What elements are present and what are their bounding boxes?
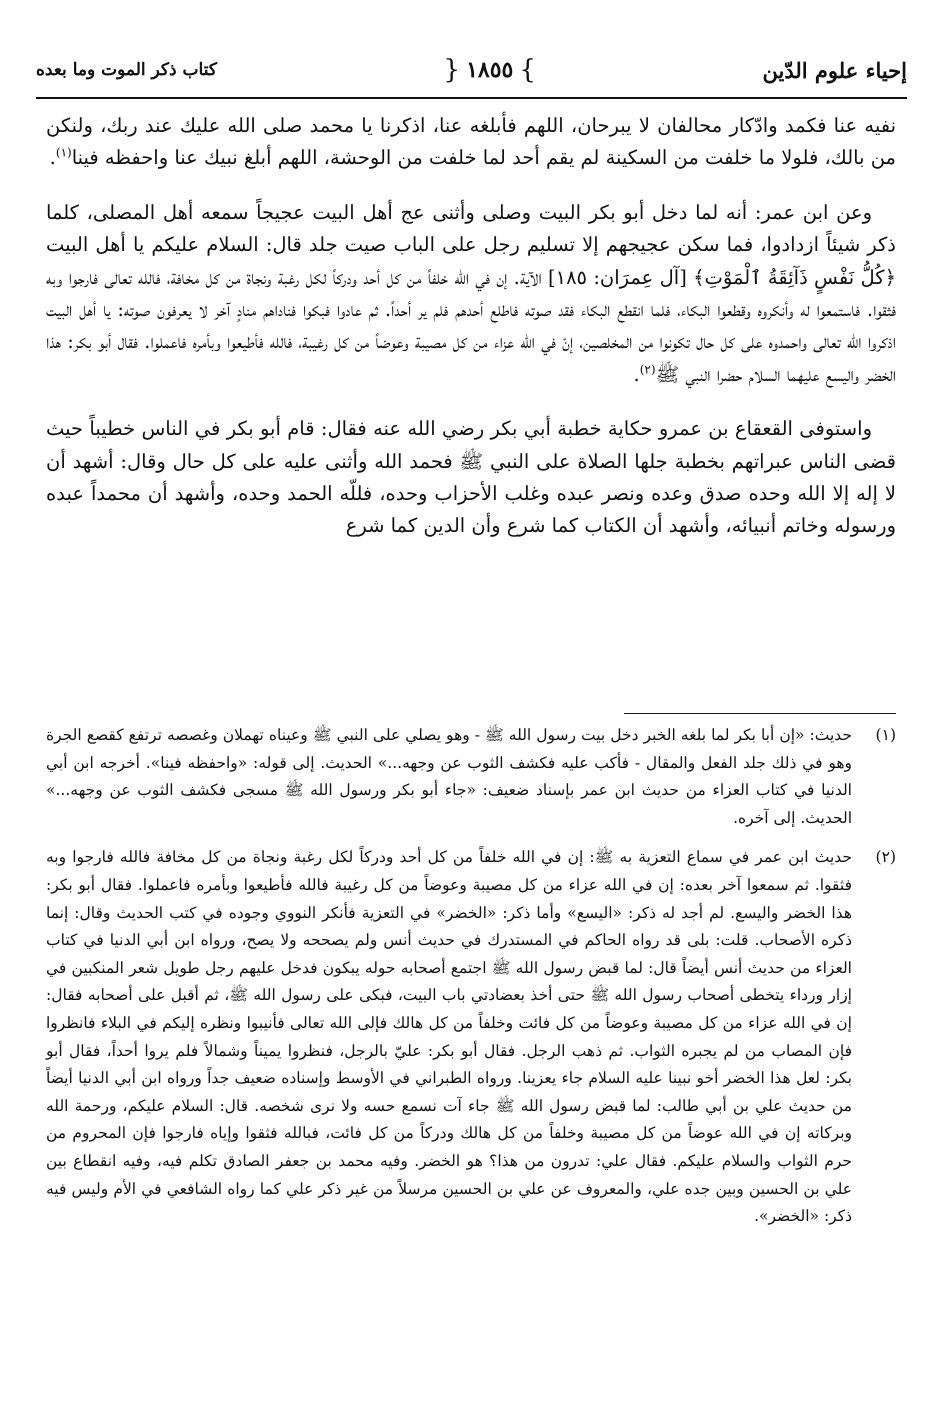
- footnote-number: (٢): [875, 848, 896, 867]
- body-paragraph: [46, 413, 896, 543]
- footnote-reference: (١): [55, 145, 72, 160]
- paragraph-text: واستوفى القعقاع بن عمرو حكاية خطبة أبي بكر رضي الله عنه فقال: قام أبو بكر في الناس خطيباً حيث قضى الناس عبراتهم بخطبة جلها الصلاة على النبي ﷺ فحمد الله وأثنى عليه على كل حال وقال: أشهد أن لا إله إلا الله وحده صدق وعده ونصر عبده وغلب الأحزاب وحده، فللّه الحمد وحده، وأشهد أن محمداً عبده ورسوله وخاتم أنبيائه، وأشهد أن الكتاب كما شرع وأن الدين كما شرع: [46, 417, 896, 538]
- footnote-reference: (٢): [639, 362, 656, 377]
- paragraph-text: وعن ابن عمر: أنه لما دخل أبو بكر البيت وصلى وأثنى عج أهل البيت عجيجاً سمعه أهل المصلى، كلما ذكر شيئاً ازدادوا، فما سكن عجيجهم إلا تسليم رجل على الباب صيت جلد قال: السلام عليكم يا أهل البيت ﴿كُلُّ نَفْسٍ ذَآئِقَةُ ٱلْمَوْتِ﴾ [آل عِمرَان: ١٨٥] الآية. إن في الله خلفاً من كل أحد ودركاً لكل رغبة ونجاة من كل مخافة، فالله تعالى فارجوا وبه فثقوا. فاستمعوا له وأنكروه وقطعوا البكاء، فلما انقطع البكاء فقد صوته فاطلع أحدهم فلم ير أحداً. ثم عادوا فبكوا فناداهم منادٍ آخر لا يعرفون صوته: يا أهل البيت اذكروا الله تعالى واحمدوه على كل حال تكونوا من المخلصين، إنّ في الله عزاء من كل مصيبة وعوضاً من كل رغيبة، فالله فأطيعوا وبأمره فاعملوا. فقال أبو بكر: هذا الخضر واليسع عليهما السلام حضرا النبي ﷺ: [46, 200, 896, 386]
- body-paragraph: نفيه عنا فكمد وادّكار محالفان لا يبرحان، اللهم فأبلغه عنا، اذكرنا يا محمد صلى الله عليك عند ربك، ولنكن من بالك، فلولا ما خلفت من السكينة لم يقم أحد لما خلفت من الوحشة، اللهم أبلغ نبيك عنا واحفظه فينا$^{(١)}$.: [46, 114, 896, 170]
- book-title: إحياء علوم الدّين: [762, 57, 907, 83]
- section-title: كتاب ذكر الموت وما بعده: [36, 60, 217, 80]
- footnotes: [46, 722, 896, 1243]
- footnote-text: حديث: «إن أبا بكر لما بلغه الخبر دخل بيت رسول الله ﷺ - وهو يصلي على النبي ﷺ وعيناه تهملان وغصصه ترتفع كقصع الجرة وهو في ذلك جلد الفعل والمقال - فأكب عليه فكشف الثوب عن وجهه...» الحديث. إلى قوله: «واحفظه فينا». أخرجه ابن أبي الدنيا في كتاب العزاء من حديث ابن عمر بإسناد ضعيف: «جاء أبو بكر ورسول الله ﷺ مسجى فكشف الثوب عن وجهه...» الحديث. إلى آخره.: [46, 726, 852, 827]
- paragraph-text: نفيه عنا فكمد وادّكار محالفان لا يبرحان، اللهم فأبلغه عنا، اذكرنا يا محمد صلى الله عليك عند ربك، ولنكن من بالك، فلولا ما خلفت من السكينة لم يقم أحد لما خلفت من الوحشة، اللهم أبلغ نبيك عنا واحفظه فينا: [46, 114, 896, 170]
- footnote-number: (١): [875, 726, 896, 744]
- page-number: ١٨٥٥: [466, 57, 514, 83]
- main-text: [46, 110, 896, 565]
- body-paragraph: وعن ابن عمر: أنه لما دخل أبو بكر البيت وصلى وأثنى عج أهل البيت عجيجاً سمعه أهل المصلى، كلما ذكر شيئاً ازدادوا، فما سكن عجيجهم إلا تسليم رجل على الباب صيت جلد قال: السلام عليكم يا أهل البيت ﴿كُلُّ نَفْسٍ ذَآئِقَةُ ٱلْمَوْتِ﴾ [آل عِمرَان: ١٨٥] الآية. إن في الله خلفاً من كل أحد ودركاً لكل رغبة ونجاة من كل مخافة، فالله تعالى فارجوا وبه فثقوا. فاستمعوا له وأنكروه وقطعوا البكاء، فلما انقطع البكاء فقد صوته فاطلع أحدهم فلم ير أحداً. ثم عادوا فبكوا فناداهم منادٍ آخر لا يعرفون صوته: يا أهل البيت اذكروا الله تعالى واحمدوه على كل حال تكونوا من المخلصين، إنّ في الله عزاء من كل مصيبة وعوضاً من كل رغيبة، فالله فأطيعوا وبأمره فاعملوا. فقال أبو بكر: هذا الخضر واليسع عليهما السلام حضرا النبي ﷺ$^{(٢)}$.: [46, 200, 896, 386]
- header-divider: [36, 97, 907, 99]
- footnote: [46, 844, 896, 1230]
- page-number-block: [444, 55, 536, 85]
- footnote-divider: [624, 713, 896, 714]
- running-header: [36, 46, 907, 94]
- footnote-text: حديث ابن عمر في سماع التعزية به ﷺ: إن في الله خلفاً من كل أحد ودركاً لكل رغبة ونجاة من كل مخافة فالله فارجوا وبه فثقوا. ثم سمعوا آخر بعده: إن في الله عزاء من كل مصيبة وعوضاً من كل رغيبة فالله فأطيعوا وبأمره فاعملوا. فقال أبو بكر: هذا الخضر واليسع. لم أجد له ذكر: «اليسع» وأما ذكر: «الخضر» في التعزية فأنكر النووي وجوده في كتب الحديث وقال: إنما ذكره الأصحاب. قلت: بلى قد رواه الحاكم في المستدرك في حديث أنس ولم يصححه ولا يصح، ورواه ابن أبي الدنيا في كتاب العزاء من حديث أنس أيضاً قال: لما قبض رسول الله ﷺ اجتمع أصحابه حوله يبكون فدخل عليهم رجل طويل شعر المنكبين في إزار ورداء يتخطى أصحاب رسول الله ﷺ حتى أخذ بعضادتي باب البيت، فبكى على رسول الله ﷺ، ثم أقبل على أصحابه فقال: إن في الله عزاء من كل مصيبة وعوضاً من كل فائت وخلفاً من كل هالك فإلى الله تعالى فأنيبوا ونظره إليكم في البلاء فانظروا فإن المصاب من لم يجبره الثواب. ثم ذهب الرجل. فقال أبو بكر: عليّ بالرجل، فنظروا يميناً وشمالاً فلم يروا أحداً، فقال أبو بكر: لعل هذا الخضر أخو نبينا عليه السلام جاء يعزينا. ورواه الطبراني في الأوسط وإسناده ضعيف جداً ورواه ابن أبي الدنيا أيضاً من حديث علي بن أبي طالب: لما قبض رسول الله ﷺ جاء آت نسمع حسه ولا نرى شخصه. قال: السلام عليكم، ورحمة الله وبركاته إن في الله عوضاً من كل مصيبة وخلفاً من كل هالك ودركاً من كل فائت، فبالله فثقوا وإياه فارجوا فإن المحروم من حرم الثواب والسلام عليكم. فقال علي: تدرون من هذا؟ هو الخضر. وفيه محمد بن جعفر الصادق تكلم فيه، وفيه انقطاع بين علي بن الحسين وبين جده علي، والمعروف عن علي بن الحسين مرسلاً من غير ذكر علي كما رواه الشافعي في الأم وليس فيه ذكر: «الخضر».: [46, 848, 852, 1226]
- page-number-brace-open: }: [519, 55, 536, 85]
- footnote: [46, 722, 896, 832]
- page-number-brace-close: {: [443, 55, 461, 85]
